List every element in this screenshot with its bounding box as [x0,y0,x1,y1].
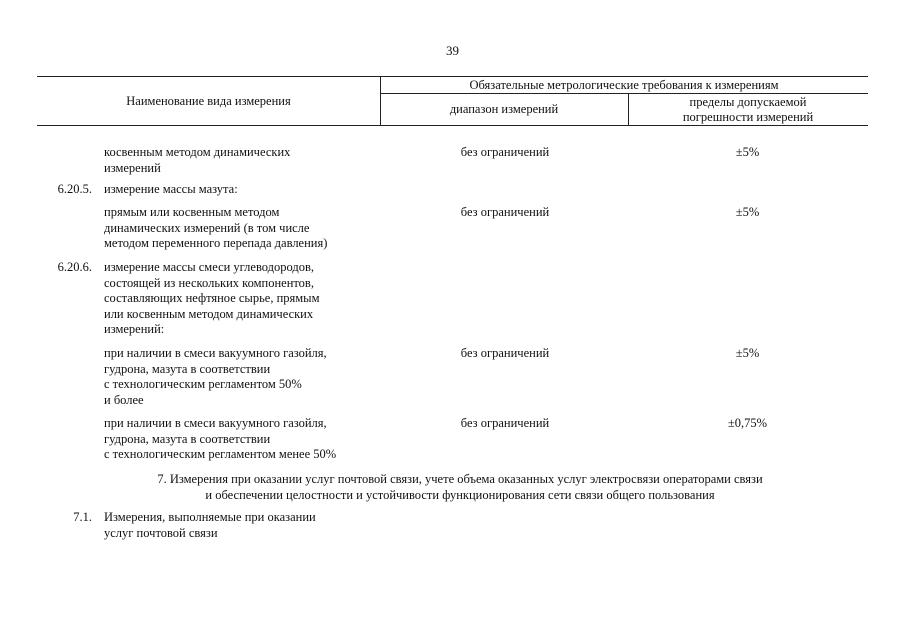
row-error: ±5% [735,346,760,360]
header-mid-rule [380,93,868,94]
header-range-column: диапазон измерений [449,102,559,116]
row-number: 6.20.6. [57,260,92,274]
row-description: прямым или косвенным методом динамических измерений (в том числе методом переменного перепада давления) [104,205,328,250]
header-bottom-rule [37,125,868,126]
row-range: без ограничений [460,346,550,360]
row-description: при наличии в смеси вакуумного газойля, гудрона, мазута в соответствии с технологическим регламентом 50% и более [104,346,327,407]
row-range: без ограничений [460,205,550,219]
row-range: без ограничений [460,145,550,159]
header-top-rule [37,76,868,77]
row-number: 6.20.5. [57,182,92,196]
section-heading: 7. Измерения при оказании услуг почтовой связи, учете объема оказанных услуг электросвязи операторами связи и обеспечении целостности и устойчивости функционирования сети связи общего пользования [157,472,763,502]
row-error: ±0,75% [727,416,768,430]
header-name-column: Наименование вида измерения [126,94,291,108]
row-description: измерение массы мазута: [104,182,238,196]
row-description: косвенным методом динамических измерений [104,145,291,175]
row-description: Измерения, выполняемые при оказании услуг почтовой связи [104,510,316,540]
row-description: измерение массы смеси углеводородов, состоящей из нескольких компонентов, составляющих нефтяное сырье, прямым или косвенным методом динамических измерений: [104,260,320,336]
header-requirements-column: Обязательные метрологические требования к измерениям [469,78,779,92]
row-error: ±5% [735,205,760,219]
page-number: 39 [446,43,459,58]
row-description: при наличии в смеси вакуумного газойля, гудрона, мазута в соответствии с технологическим регламентом менее 50% [104,416,337,461]
row-error: ±5% [735,145,760,159]
header-error-column: пределы допускаемой погрешности измерений [682,95,814,124]
row-number: 7.1. [73,510,92,524]
row-range: без ограничений [460,416,550,430]
